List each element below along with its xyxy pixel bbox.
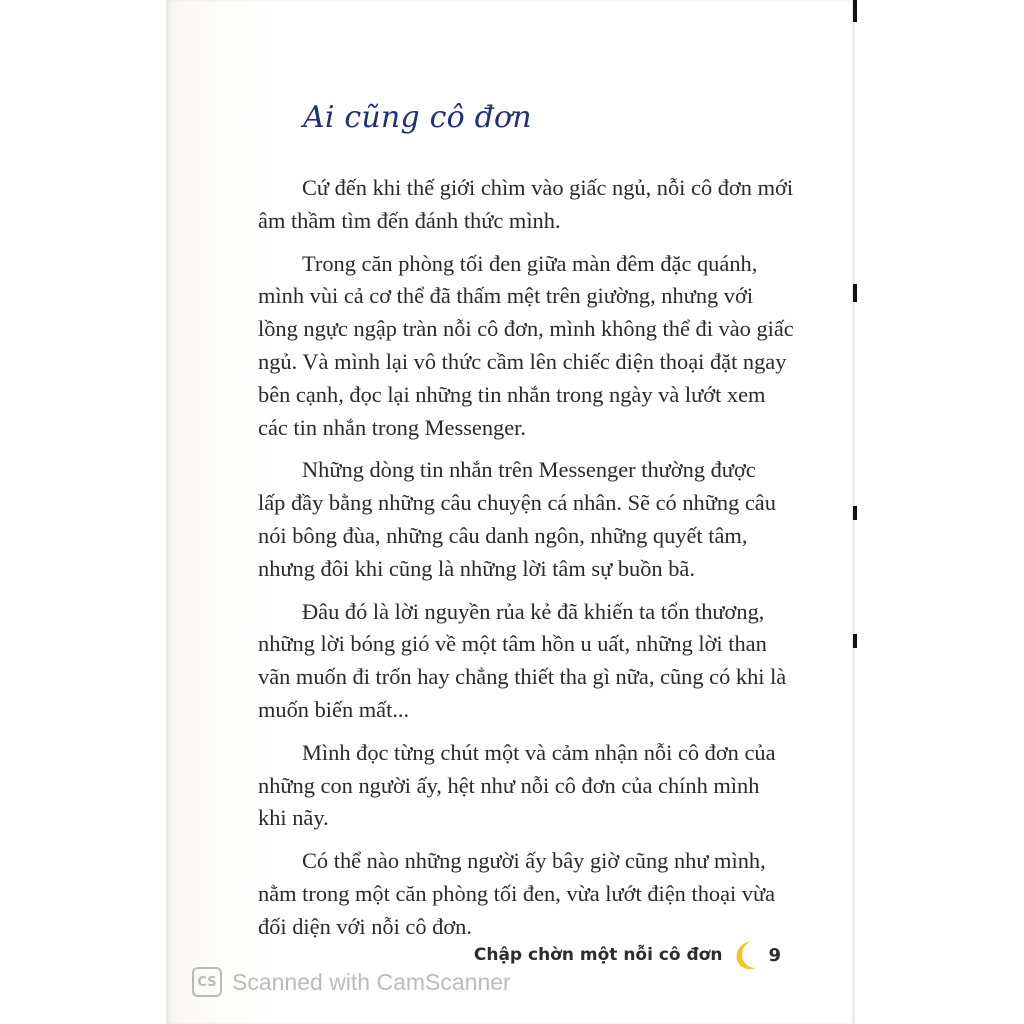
text-line: mình vùi cả cơ thể đã thấm mệt trên giường, nhưng với [258, 283, 754, 309]
text-line: Cứ đến khi thế giới chìm vào giấc ngủ, nỗi cô đơn mới [302, 175, 794, 200]
text-line: Mình đọc từng chút một và cảm nhận nỗi cô đơn của [302, 739, 776, 765]
text-line: Những dòng tin nhắn trên Messenger thường được [302, 457, 756, 483]
text-line: nhưng đôi khi cũng là những lời tâm sự buồn bã. [258, 555, 695, 581]
paragraph-1 [258, 172, 803, 238]
text-line: đối diện với nỗi cô đơn. [258, 913, 472, 939]
paragraph-5 [258, 737, 803, 835]
text-line: bên cạnh, đọc lại những tin nhắn trong ngày và lướt xem [258, 381, 766, 407]
paragraph-6 [258, 845, 803, 943]
camscanner-watermark [192, 967, 511, 997]
binding-mark [853, 506, 857, 520]
watermark-text: Scanned with CamScanner [232, 968, 511, 995]
text-line: âm thầm tìm đến đánh thức mình. [258, 207, 561, 233]
text-line: vãn muốn đi trốn hay chẳng thiết tha gì nữa, cũng có khi là [258, 664, 787, 690]
binding-mark [853, 634, 857, 648]
binding-mark [853, 0, 857, 22]
book-title: Chập chờn một nỗi cô đơn [473, 945, 723, 965]
running-footer [474, 937, 781, 973]
text-line: Đâu đó là lời nguyền rủa kẻ đã khiến ta tổn thương, [302, 598, 765, 624]
text-line: các tin nhắn trong Messenger. [258, 414, 526, 440]
text-line: lồng ngực ngập tràn nỗi cô đơn, mình không thể đi vào giấc [258, 316, 794, 342]
text-line: nằm trong một căn phòng tối đen, vừa lướt điện thoại vừa [258, 880, 776, 906]
text-line: muốn biến mất... [258, 696, 410, 722]
text-line: Có thể nào những người ấy bây giờ cũng như mình, [302, 848, 766, 874]
chapter-title: Ai cũng cô đơn [303, 100, 532, 135]
text-line: khi nãy. [258, 805, 329, 831]
text-line: lấp đầy bằng những câu chuyện cá nhân. Sẽ có những câu [258, 490, 776, 516]
text-line: ngủ. Và mình lại vô thức cầm lên chiếc điện thoại đặt ngay [258, 348, 787, 374]
body-text [258, 172, 803, 954]
page-number: 9 [768, 944, 781, 966]
binding-mark [853, 284, 857, 302]
paragraph-4 [258, 596, 803, 727]
camscanner-logo-icon: CS [192, 967, 222, 997]
text-line: nói bông đùa, những câu danh ngôn, những quyết tâm, [258, 522, 748, 548]
paragraph-2 [258, 248, 803, 445]
crescent-moon-icon [732, 939, 760, 971]
paragraph-3 [258, 454, 803, 585]
text-line: những con người ấy, hệt như nỗi cô đơn của chính mình [258, 772, 760, 798]
text-line: Trong căn phòng tối đen giữa màn đêm đặc quánh, [302, 250, 758, 276]
text-line: những lời bóng gió về một tâm hồn u uất, những lời than [258, 631, 767, 657]
